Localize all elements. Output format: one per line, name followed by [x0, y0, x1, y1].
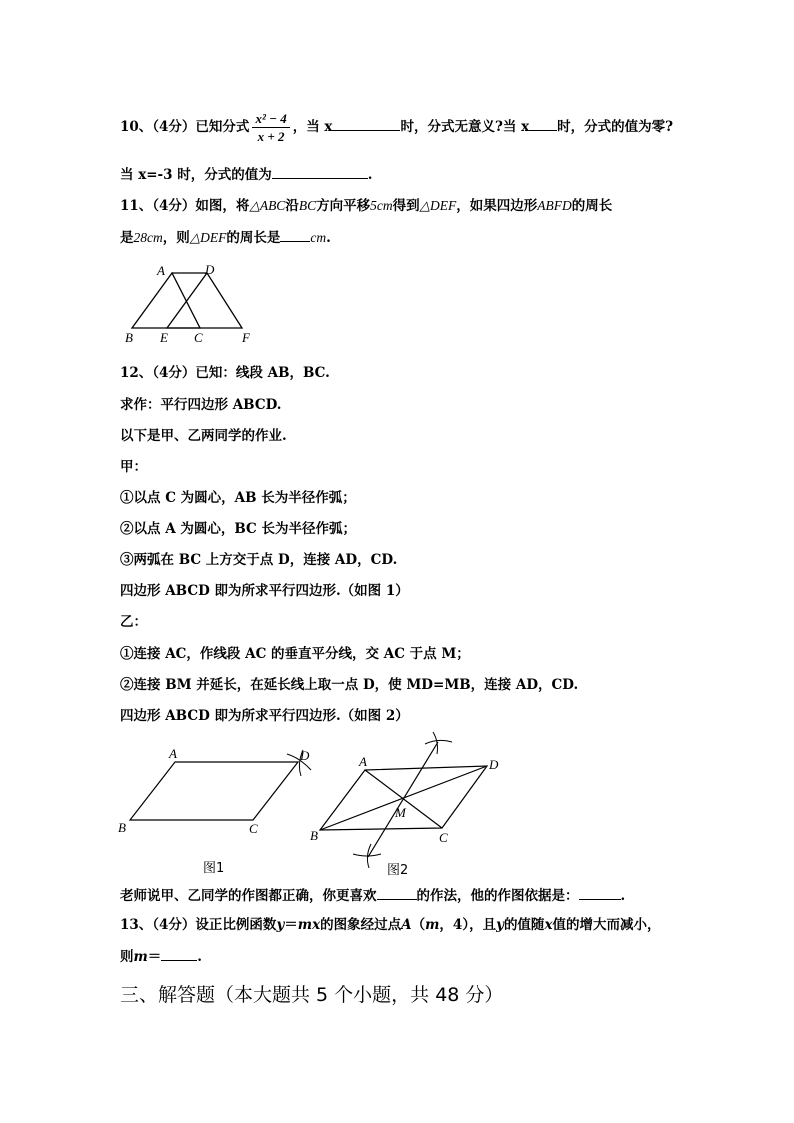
q12-line-11: ②连接 BM 并延长，在延长线上取一点 D，使 MD=MB，连接 AD，CD.	[120, 677, 579, 693]
q13-var-m: m	[425, 917, 440, 933]
q12-figure-1-caption: 图1	[203, 861, 225, 876]
q12-fig2-perpendicular-bisector	[368, 742, 438, 857]
q12-line-8: 四边形 ABCD 即为所求平行四边形.（如图 1）	[120, 583, 409, 599]
q11-label-d: D	[205, 262, 215, 277]
q10-line2-text: 当 x=-3 时，分式的值为	[120, 167, 272, 183]
q11-triangle-def-2: △DEF	[189, 230, 227, 245]
q13-var-x: x	[544, 917, 553, 933]
q13-text-a: 13、（4分）设正比例函数	[120, 917, 277, 933]
q11-label-f: F	[242, 330, 250, 345]
q13-line2-text: 则	[120, 949, 134, 965]
q12-line-2: 求作：平行四边形 ABCD.	[120, 397, 282, 413]
q11-label-b: B	[125, 330, 133, 345]
q13-line-2	[120, 947, 202, 966]
q10-fraction-denominator: x + 2	[257, 129, 285, 144]
q12-line-10: ①连接 AC，作线段 AC 的垂直平分线，交 AC 于点 M；	[120, 646, 470, 662]
q12-line-4: 甲：	[120, 459, 147, 475]
q12-figure-2-caption: 图2	[387, 863, 409, 878]
q12-fig2-label-d: D	[489, 757, 499, 772]
q10-line2	[120, 165, 372, 184]
q13-var-y-2: y	[496, 917, 504, 933]
q11-triangle-abc-shape	[132, 273, 200, 328]
q11-unit: cm	[310, 230, 327, 245]
q11-blank[interactable]	[280, 228, 310, 242]
q11-text-b: 沿	[285, 198, 299, 214]
q11-line2	[120, 228, 331, 247]
q11-text-e: ，如果四边形	[456, 198, 538, 214]
q11-figure	[120, 258, 270, 348]
q12-fig1-label-a: A	[169, 746, 177, 761]
q13-var-mx: mx	[297, 917, 321, 933]
q13-text-e: 的值随	[503, 917, 545, 933]
q12-l13-text-a: 老师说甲、乙同学的作图都正确，你更喜欢	[120, 888, 377, 904]
q13-text-c: （	[411, 917, 426, 933]
q13-text-f: 值的增大而减小，	[552, 917, 661, 933]
q10-line1	[120, 110, 673, 145]
q11-label-a: A	[157, 263, 165, 278]
q10-text-2: 时，分式无意义?当 x	[400, 119, 530, 135]
q13-text-b: 的图象经过点	[320, 917, 402, 933]
q11-triangle-abc: △ABC	[249, 198, 286, 213]
q12-line-12: 四边形 ABCD 即为所求平行四边形.（如图 2）	[120, 708, 409, 724]
q10-blank-1[interactable]	[332, 117, 400, 131]
q11-text-j: .	[326, 230, 331, 246]
q10-blank-2[interactable]	[529, 117, 557, 131]
q11-triangle-def: △DEF	[419, 198, 457, 213]
q11-label-e: E	[160, 330, 168, 345]
q13-line2-equals: ＝	[147, 949, 162, 965]
q11-text-d: 得到	[392, 198, 420, 214]
q12-fig2-label-b: B	[310, 828, 318, 843]
q12-line-5: ①以点 C 为圆心，AB 长为半径作弧；	[120, 490, 356, 506]
q12-line-9: 乙：	[120, 614, 147, 630]
q13-blank[interactable]	[161, 947, 197, 961]
q12-line-13	[120, 886, 625, 905]
q13-line-1	[120, 916, 661, 934]
q13-text-d: ，4），且	[439, 917, 497, 933]
q12-l13-text-b: 的作法，他的作图依据是：	[416, 888, 579, 904]
q12-fig1-label-b: B	[118, 820, 126, 835]
q12-figure-1	[115, 740, 315, 840]
section-heading: 三、解答题（本大题共 5 个小题，共 48 分）	[120, 984, 504, 1006]
q12-l13-text-c: .	[620, 888, 626, 904]
q10-text-3: 时，分式的值为零?	[557, 119, 674, 135]
q13-line2-end: .	[197, 949, 202, 965]
q12-line-6: ②以点 A 为圆心，BC 长为半径作弧；	[120, 521, 356, 537]
q12-blank-1[interactable]	[377, 886, 417, 900]
q13-var-m-2: m	[133, 949, 148, 965]
q10-blank-3[interactable]	[272, 165, 368, 179]
q12-fig2-label-c: C	[439, 830, 448, 845]
q12-blank-2[interactable]	[579, 886, 621, 900]
q10-text-1: ，当 x	[292, 119, 333, 135]
q12-fig2-arc-top-2	[433, 732, 438, 754]
q10-prefix: 10、（4分）已知分式	[120, 119, 250, 135]
q11-text-f: 的周长	[571, 198, 613, 214]
q11-text-i: 的周长是	[226, 230, 281, 246]
q11-text-c: 方向平移	[316, 198, 371, 214]
q11-triangle-def-shape	[167, 273, 242, 328]
q11-segment-bc: BC	[298, 198, 317, 213]
q11-distance: 5cm	[370, 198, 393, 213]
q12-fig1-label-d: D	[300, 748, 310, 763]
q12-fig2-label-a: A	[359, 754, 367, 769]
q11-quadrilateral: ABFD	[537, 198, 572, 213]
q10-fraction-numerator: x² − 4	[252, 110, 289, 128]
q10-line2-end: .	[367, 167, 373, 183]
q12-line-3: 以下是甲、乙两同学的作业.	[120, 428, 287, 444]
q11-text-a: 11、（4分）如图，将	[120, 198, 250, 214]
q13-point-a: A	[401, 917, 412, 933]
q11-text-h: ，则	[162, 230, 190, 246]
q11-line1	[120, 197, 612, 215]
q12-fig1-label-c: C	[249, 821, 258, 836]
q11-label-c: C	[194, 330, 203, 345]
q12-fig2-arc-bottom-1	[353, 854, 381, 856]
q12-fig2-label-m: M	[395, 805, 406, 820]
q12-figure-2	[305, 730, 515, 875]
q12-fig1-parallelogram	[130, 762, 298, 820]
q11-text-g: 是	[120, 230, 134, 246]
q10-fraction	[252, 110, 289, 145]
q13-equals: ＝	[284, 917, 298, 933]
q13-var-y: y	[276, 917, 285, 933]
q12-line-7: ③两弧在 BC 上方交于点 D，连接 AD，CD.	[120, 552, 398, 568]
q11-perimeter: 28cm	[133, 230, 163, 245]
q12-fig2-arc-top-1	[425, 740, 452, 744]
q12-line-1: 12、（4分）已知：线段 AB，BC.	[120, 365, 330, 381]
